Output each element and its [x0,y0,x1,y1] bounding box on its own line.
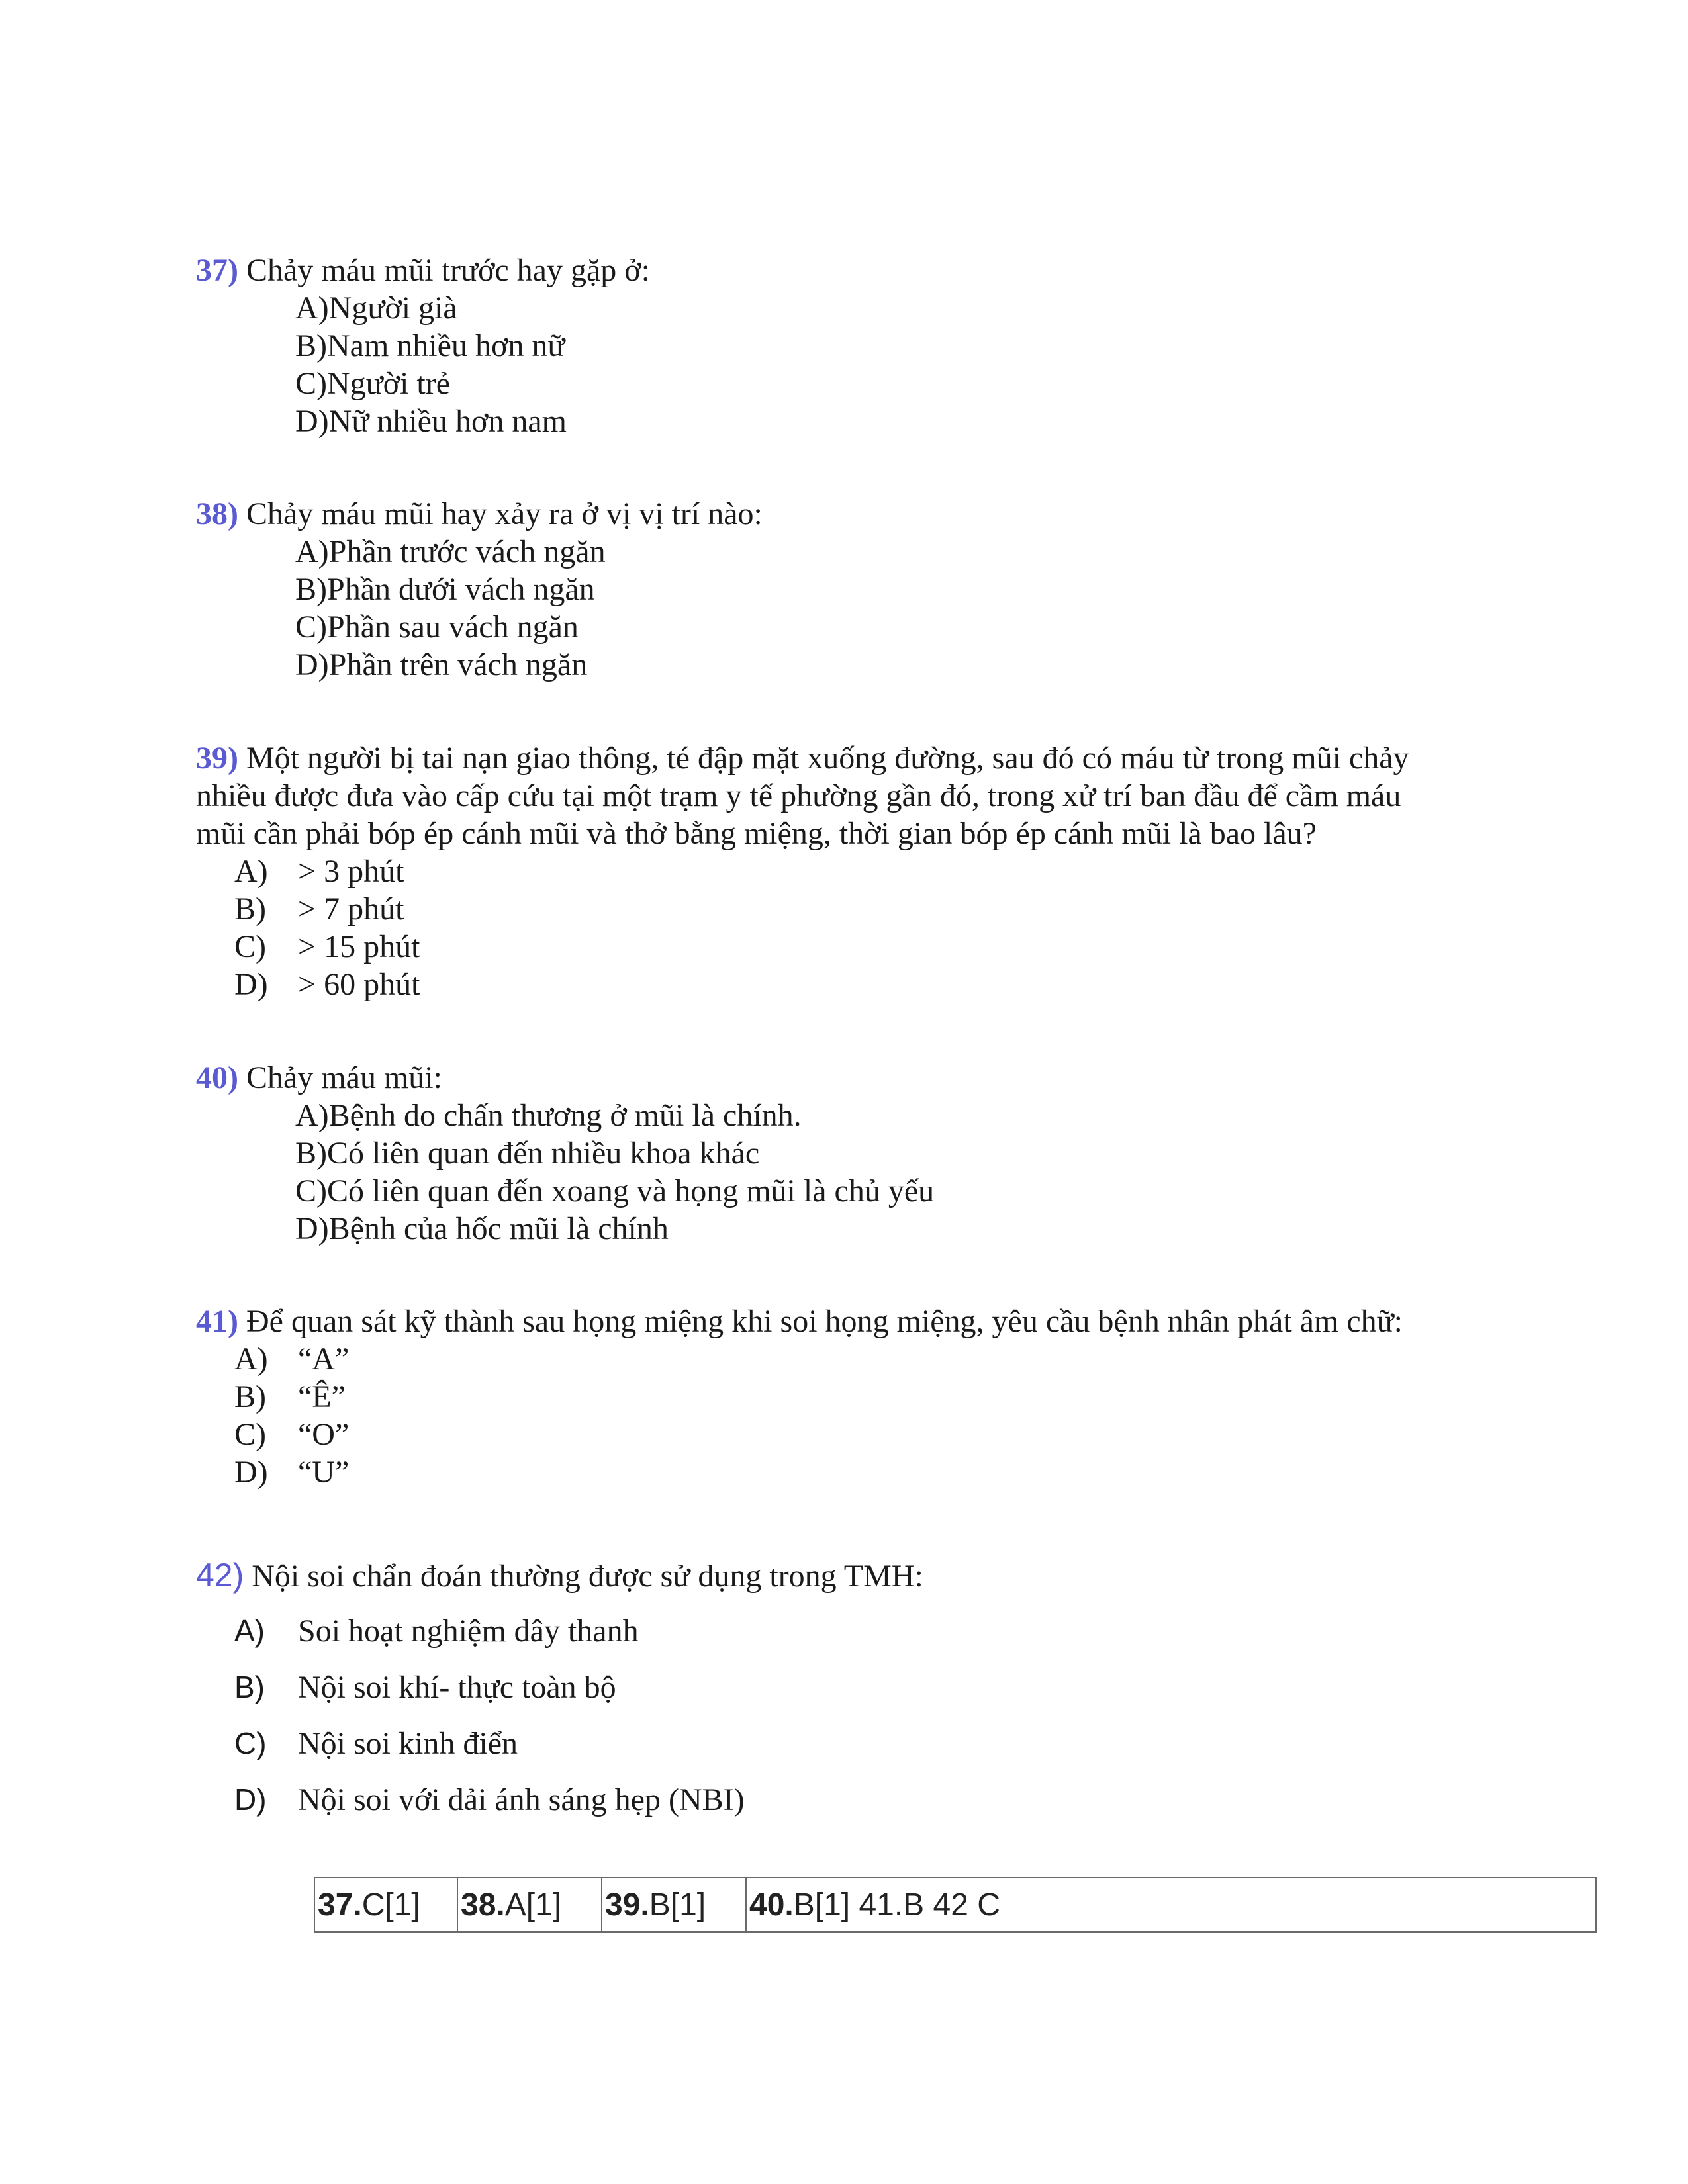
question-39 [196,739,1409,1003]
option-list [295,1097,934,1248]
option-b: B)Phần dưới vách ngăn [295,572,595,607]
option-d: D) Nội soi với dải ánh sáng hẹp (NBI) [234,1782,745,1817]
option-list [295,289,650,440]
question-38 [196,495,763,684]
option-d: D)Bệnh của hốc mũi là chính [295,1211,669,1246]
option-b: B) “Ê” [234,1379,346,1414]
option-list [234,852,1409,1003]
question-stem: 39) Một người bị tai nạn giao thông, té đập mặt xuống đường, sau đó có máu từ trong mũi chảy [196,741,1409,776]
question-stem: 41) Để quan sát kỹ thành sau họng miệng khi soi họng miệng, yêu cầu bệnh nhân phát âm chữ: [196,1304,1403,1339]
question-number: 37) [196,253,238,288]
option-a: A) Soi hoạt nghiệm dây thanh [234,1614,639,1649]
question-stem: 37) Chảy máu mũi trước hay gặp ở: [196,253,650,288]
option-b: B)Nam nhiều hơn nữ [295,328,565,363]
question-stem: 42) Nội soi chẩn đoán thường được sử dụng trong TMH: [196,1557,923,1594]
option-a: A)Phần trước vách ngăn [295,534,606,569]
question-stem-line: mũi cần phải bóp ép cánh mũi và thở bằng miệng, thời gian bóp ép cánh mũi là bao lâu? [196,816,1317,851]
question-stem-line: nhiều được đưa vào cấp cứu tại một trạm y tế phường gần đó, trong xử trí ban đầu để cầm máu [196,778,1401,813]
option-d: D)Nữ nhiều hơn nam [295,404,567,439]
option-c: C)Người trẻ [295,366,451,401]
question-number: 40) [196,1060,238,1095]
option-c: C) Nội soi kinh điển [234,1726,518,1761]
option-c: C)Có liên quan đến xoang và họng mũi là chủ yếu [295,1173,935,1208]
answer-key-table [314,1877,1597,1933]
question-41 [196,1302,1403,1491]
option-b: B) > 7 phút [234,891,404,927]
option-b: B) Nội soi khí- thực toàn bộ [234,1670,616,1705]
option-c: C) “O” [234,1417,350,1452]
option-a: A)Bệnh do chấn thương ở mũi là chính. [295,1098,802,1133]
option-list [295,533,763,684]
option-a: A) “A” [234,1342,350,1377]
question-number: 42) [196,1557,244,1594]
option-a: A) > 3 phút [234,854,404,889]
option-d: D) “U” [234,1455,350,1490]
answer-cell: 38. A[1] [458,1878,602,1931]
option-list [234,1603,923,1828]
question-number: 38) [196,496,238,531]
option-list [234,1340,1403,1491]
question-number: 41) [196,1304,238,1339]
question-number: 39) [196,741,238,776]
question-40 [196,1059,934,1248]
answer-cell: 37. C[1] [315,1878,458,1931]
question-37 [196,251,650,440]
question-stem: 38) Chảy máu mũi hay xảy ra ở vị vị trí nào: [196,496,763,531]
option-d: D) > 60 phút [234,967,420,1002]
question-stem: 40) Chảy máu mũi: [196,1060,442,1095]
answer-cell: 40. B[1] 41.B 42 C [749,1887,1000,1923]
option-c: C) > 15 phút [234,929,420,964]
answer-cell: 39. B[1] [602,1878,747,1931]
option-c: C)Phần sau vách ngăn [295,610,579,645]
option-b: B)Có liên quan đến nhiều khoa khác [295,1136,760,1171]
option-d: D)Phần trên vách ngăn [295,647,588,682]
option-a: A)Người già [295,291,457,326]
question-42 [196,1549,923,1828]
